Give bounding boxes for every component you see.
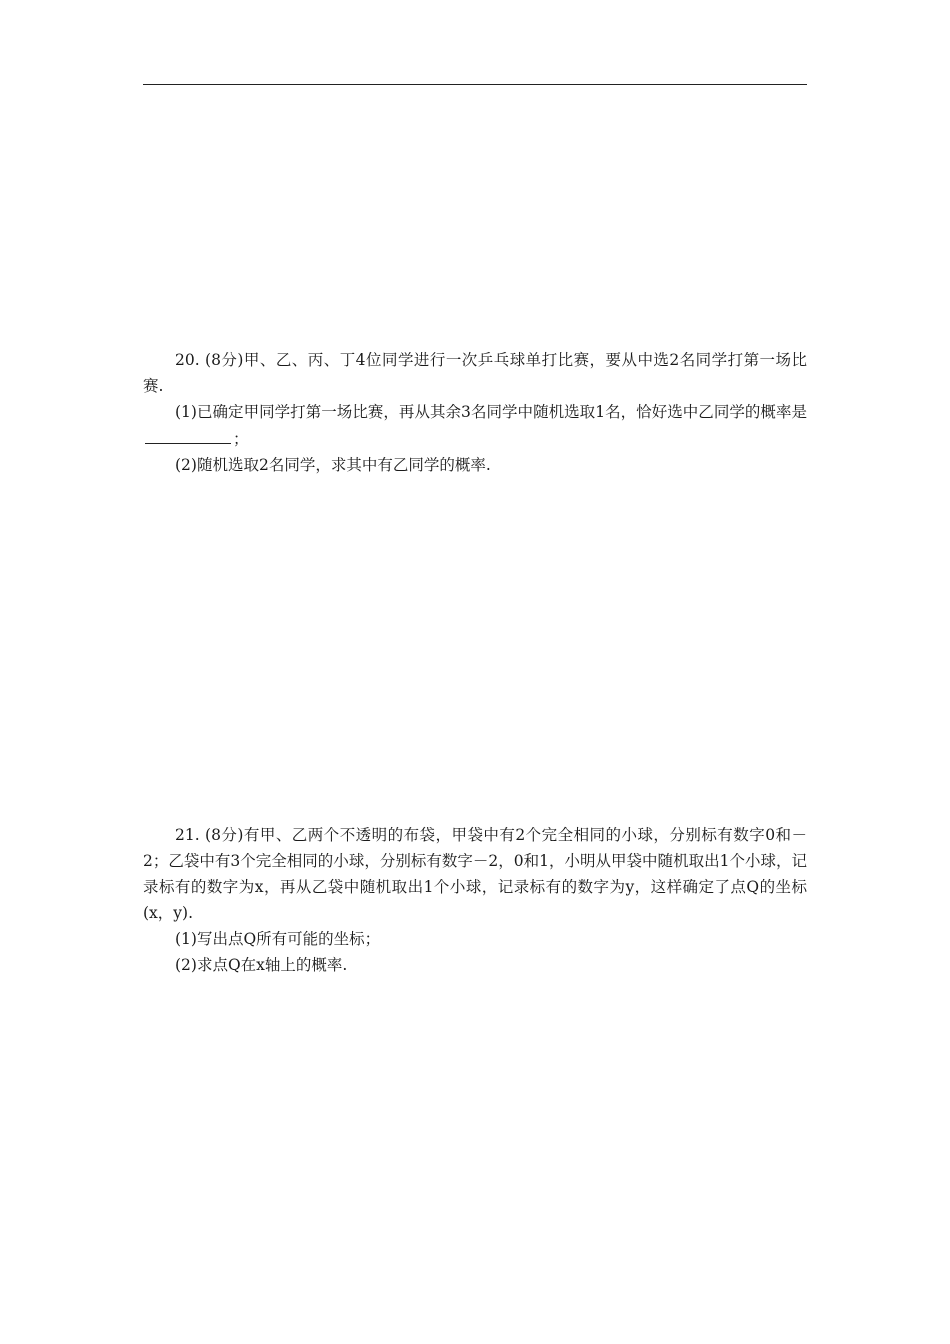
problem-20: [143, 347, 807, 478]
problem-20-part-1: [143, 399, 807, 452]
problem-20-part-1-text: (1)已确定甲同学打第一场比赛，再从其余3名同学中随机选取1名，恰好选中乙同学的概率是: [175, 403, 807, 421]
problem-20-stem: 20. (8分)甲、乙、丙、丁4位同学进行一次乒乓球单打比赛，要从中选2名同学打第一场比赛.: [143, 351, 807, 395]
answer-blank[interactable]: [145, 425, 231, 444]
problem-21: [143, 822, 807, 978]
problem-21-stem: 21. (8分)有甲、乙两个不透明的布袋，甲袋中有2个完全相同的小球，分别标有数字0和－2；乙袋中有3个完全相同的小球，分别标有数字－2，0和1，小明从甲袋中随机取出1个小球，记录标有的数字为x，再从乙袋中随机取出1个小球，记录标有的数字为y，这样确定了点Q的坐标(x，y).: [143, 826, 807, 922]
header-rule: [143, 84, 807, 85]
problem-20-part-1-end: ；: [233, 430, 249, 448]
problem-20-part-2: (2)随机选取2名同学，求其中有乙同学的概率.: [175, 456, 491, 474]
problem-21-part-2: (2)求点Q在x轴上的概率.: [175, 956, 348, 974]
problem-21-part-1: (1)写出点Q所有可能的坐标；: [175, 930, 381, 948]
